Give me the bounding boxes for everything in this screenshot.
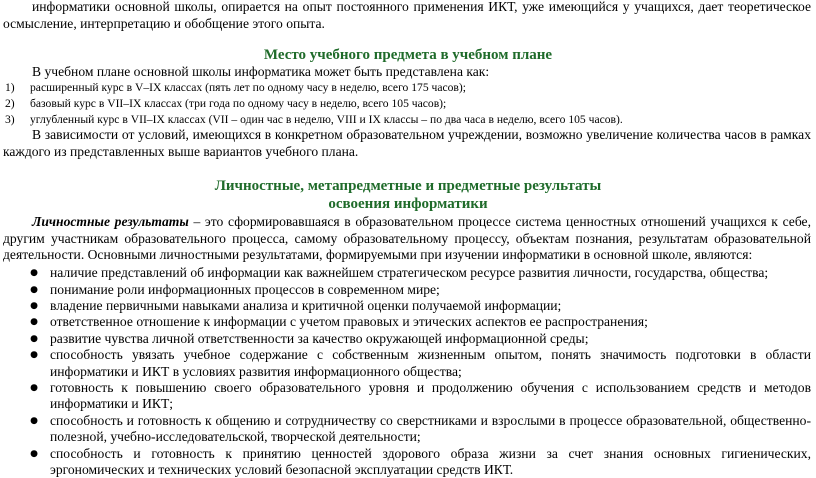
list-item [5, 80, 816, 96]
curriculum-list [0, 80, 816, 127]
list-item-text: углубленный курс в VII–IX классах (VII – один час в неделю, VIII и IX классы – по два часа в неделю, всего 105 часов). [30, 112, 623, 126]
list-item [0, 314, 816, 330]
list-item-text: наличие представлений об информации как важнейшем стратегическом ресурсе развития личности, государства, общества; [50, 265, 769, 281]
list-item [0, 331, 816, 347]
list-item-number: 2) [5, 96, 15, 110]
bullet-icon: ● [30, 448, 38, 459]
list-item-text: способность и готовность к принятию ценностей здорового образа жизни за счет знания основных гигиенических, эргономических и технических условий безопасной эксплуатации средств ИКТ. [50, 445, 811, 478]
list-item-text: развитие чувства личной ответственности за качество окружающей информационной среды; [50, 330, 589, 346]
personal-results-list [0, 265, 816, 478]
list-item [0, 413, 816, 446]
list-item [0, 298, 816, 314]
personal-results-text: – это сформировавшаяся в образовательном процессе система ценностных отношений учащихся к себе, другим участникам образовательного процесса, самому образовательному процессу, объектам познания, результатам образовательной деятельности. Основными личностными результатами, формируемыми при изучении информатики в основной школе, являются: [3, 213, 811, 263]
personal-results-definition [0, 214, 816, 264]
bullet-icon: ● [30, 415, 38, 426]
list-item-text: владение первичными навыками анализа и критичной оценки получаемой информации; [50, 297, 562, 313]
personal-results-term: Личностные результаты [32, 213, 189, 229]
bullet-icon: ● [30, 300, 38, 311]
bullet-icon: ● [30, 317, 38, 328]
list-item [0, 265, 816, 281]
list-item-text: способность увязать учебное содержание с собственным жизненным опытом, понять значимость подготовки в области информатики и ИКТ в условиях развития информационного общества; [50, 347, 811, 379]
curriculum-lead: В учебном плане основной школы информатика может быть представлена как: [32, 63, 490, 79]
list-item [0, 446, 816, 478]
list-item [0, 282, 816, 298]
intro-paragraph: информатики основной школы, опирается на опыт постоянного применения ИКТ, уже имеющийся у учащихся, дает теоретическое осмысление, интерпретацию и обобщение этого опыта. [3, 0, 811, 31]
section-heading-curriculum: Место учебного предмета в учебном плане [263, 46, 553, 63]
bullet-icon: ● [30, 383, 38, 393]
list-item [0, 347, 816, 380]
list-item-text: способность и готовность к общению и сотрудничеству со сверстниками и взрослыми в процессе образовательной, общественно-полезной, учебно-исследовательской, творческой деятельности; [50, 412, 811, 445]
list-item [0, 380, 816, 413]
list-item-text: готовность к повышению своего образовательного уровня и продолжению обучения с использованием средств и методов информатики и ИКТ; [50, 380, 811, 412]
list-item-text: базовый курс в VII–IX классах (три года по одному часу в неделю, всего 105 часов); [30, 96, 447, 110]
list-item [5, 112, 816, 128]
bullet-icon: ● [30, 268, 38, 279]
bullet-icon: ● [30, 284, 38, 295]
list-item-number: 1) [5, 81, 15, 95]
list-item [5, 96, 816, 112]
bullet-icon: ● [30, 350, 38, 361]
list-item-text: расширенный курс в V–IX классах (пять лет по одному часу в неделю, всего 175 часов); [30, 81, 466, 95]
list-item-text: ответственное отношение к информации с учетом правовых и этических аспектов ее распространения; [50, 314, 648, 330]
section-heading-results [0, 177, 816, 213]
section-heading-results-line1: Личностные, метапредметные и предметные результаты [214, 177, 602, 194]
curriculum-closing: В зависимости от условий, имеющихся в конкретном образовательном учреждении, возможно увеличение количества часов в рамках каждого из представленных выше вариантов учебного плана. [3, 127, 811, 159]
section-heading-results-line2: освоения информатики [328, 195, 488, 212]
list-item-text: понимание роли информационных процессов в современном мире; [50, 281, 440, 297]
list-item-number: 3) [5, 112, 15, 126]
bullet-icon: ● [30, 333, 38, 344]
